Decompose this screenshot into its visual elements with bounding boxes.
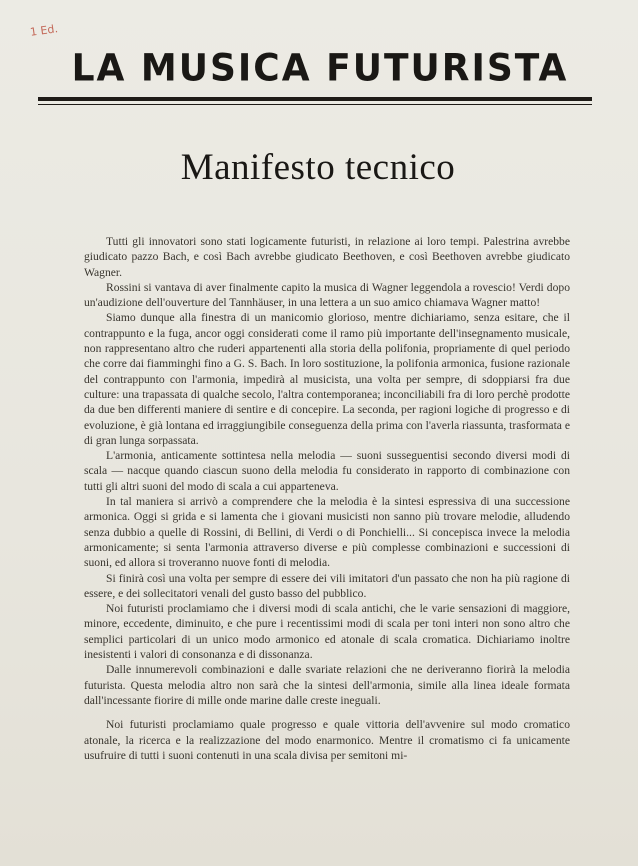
paragraph-4: L'armonia, anticamente sottintesa nella melodia — suoni susseguentisi secondo diversi modi di scala — nacque quando ciascun suono della melodia fu considerato in rapporto di combinazione con tutti gli altri suoni del modo di scala a cui apparteneva. xyxy=(84,449,570,493)
handwritten-edition-note: 1 Ed. xyxy=(29,22,59,39)
manifesto-subtitle: Manifesto tecnico xyxy=(180,147,456,188)
paragraph-9: Noi futuristi proclamiamo quale progresso e quale vittoria dell'avvenire sul modo cromatico atonale, la ricerca e la realizzazione del modo enarmonico. Mentre il cromatismo ci fa unicamente usufruire di tutti i suoni contenuti in una scala divisa per semitoni mi- xyxy=(84,718,570,762)
headline-rule-thick xyxy=(38,97,592,101)
paragraph-6: Si finirà così una volta per sempre di essere dei vili imitatori d'un passato che non ha più ragione di essere, e dei sollecitatori venali del gusto basso del pubblico. xyxy=(84,571,570,600)
paragraph-2: Rossini si vantava di aver finalmente capito la musica di Wagner leggendola a rovescio! Verdi dopo un'audizione dell'ouverture del Tannhäuser, in una lettera a un suo amico chiamava Wagner matto! xyxy=(84,280,570,310)
paragraph-7: Noi futuristi proclamiamo che i diversi modi di scala antichi, che le varie sensazioni di maggiore, minore, eccedente, diminuito, e che pure i recentissimi modi di scala per toni interi non sono altro che semplici particolari di un unico modo armonico ed atonale di scala cromatica. Dichiariamo inoltre inesistenti i valori di consonanza e di dissonanza. xyxy=(84,602,570,662)
manifesto-body xyxy=(84,234,570,763)
paragraph-8: Dalle innumerevoli combinazioni e dalle svariate relazioni che ne deriveranno fiorirà la melodia futurista. Questa melodia altro non sarà che la sintesi dell'armonia, simile alla linea ideale formata dall'incessante fiorire di mille onde marine dalle creste ineguali. xyxy=(84,663,570,707)
paragraph-1: Tutti gli innovatori sono stati logicamente futuristi, in relazione ai loro tempi. Palestrina avrebbe giudicato pazzo Bach, e così Bach avrebbe giudicato Beethoven, e così Beethoven avrebbe giudicato Wagner. xyxy=(84,235,570,279)
paragraph-3: Siamo dunque alla finestra di un manicomio glorioso, mentre dichiariamo, senza esitare, che il contrappunto e la fuga, ancor oggi considerati come il ramo più importante dell'insegnamento musicale, non rappresentano altro che ruderi appartenenti alla storia della polifonia, propriamente di quel periodo che corre dai fiamminghi fino a G. S. Bach. In loro sostituzione, la polifonia armonica, fusione razionale del contrappunto con l'armonia, impedirà al musicista, una volta per sempre, di sdoppiarsi fra due culture: una trapassata di qualche secolo, l'altra contemporanea; inconciliabili fra di loro perchè prodotte da due ben differenti maniere di sentire e di concepire. La seconda, per ragioni logiche di progresso e di evoluzione, è già lontana ed irraggiungibile conseguenza della prima con l'averla riassunta, trasformata e di gran lunga sorpassata. xyxy=(84,311,570,447)
manifesto-headline: LA MUSICA FUTURISTA xyxy=(71,46,569,91)
paragraph-5: In tal maniera si arrivò a comprendere che la melodia è la sintesi espressiva di una successione armonica. Oggi si grida e si lamenta che i giovani musicisti non sanno più trovare melodie, alludendo senza dubbio a quelle di Rossini, di Bellini, di Verdi o di Ponchielli... Si concepisca invece la melodia armonicamente; si senta l'armonia attraverso diverse e più complesse combinazioni e successioni di suoni, ed allora si troveranno nuove fonti di melodia. xyxy=(84,495,570,570)
headline-rule-thin xyxy=(38,104,592,105)
